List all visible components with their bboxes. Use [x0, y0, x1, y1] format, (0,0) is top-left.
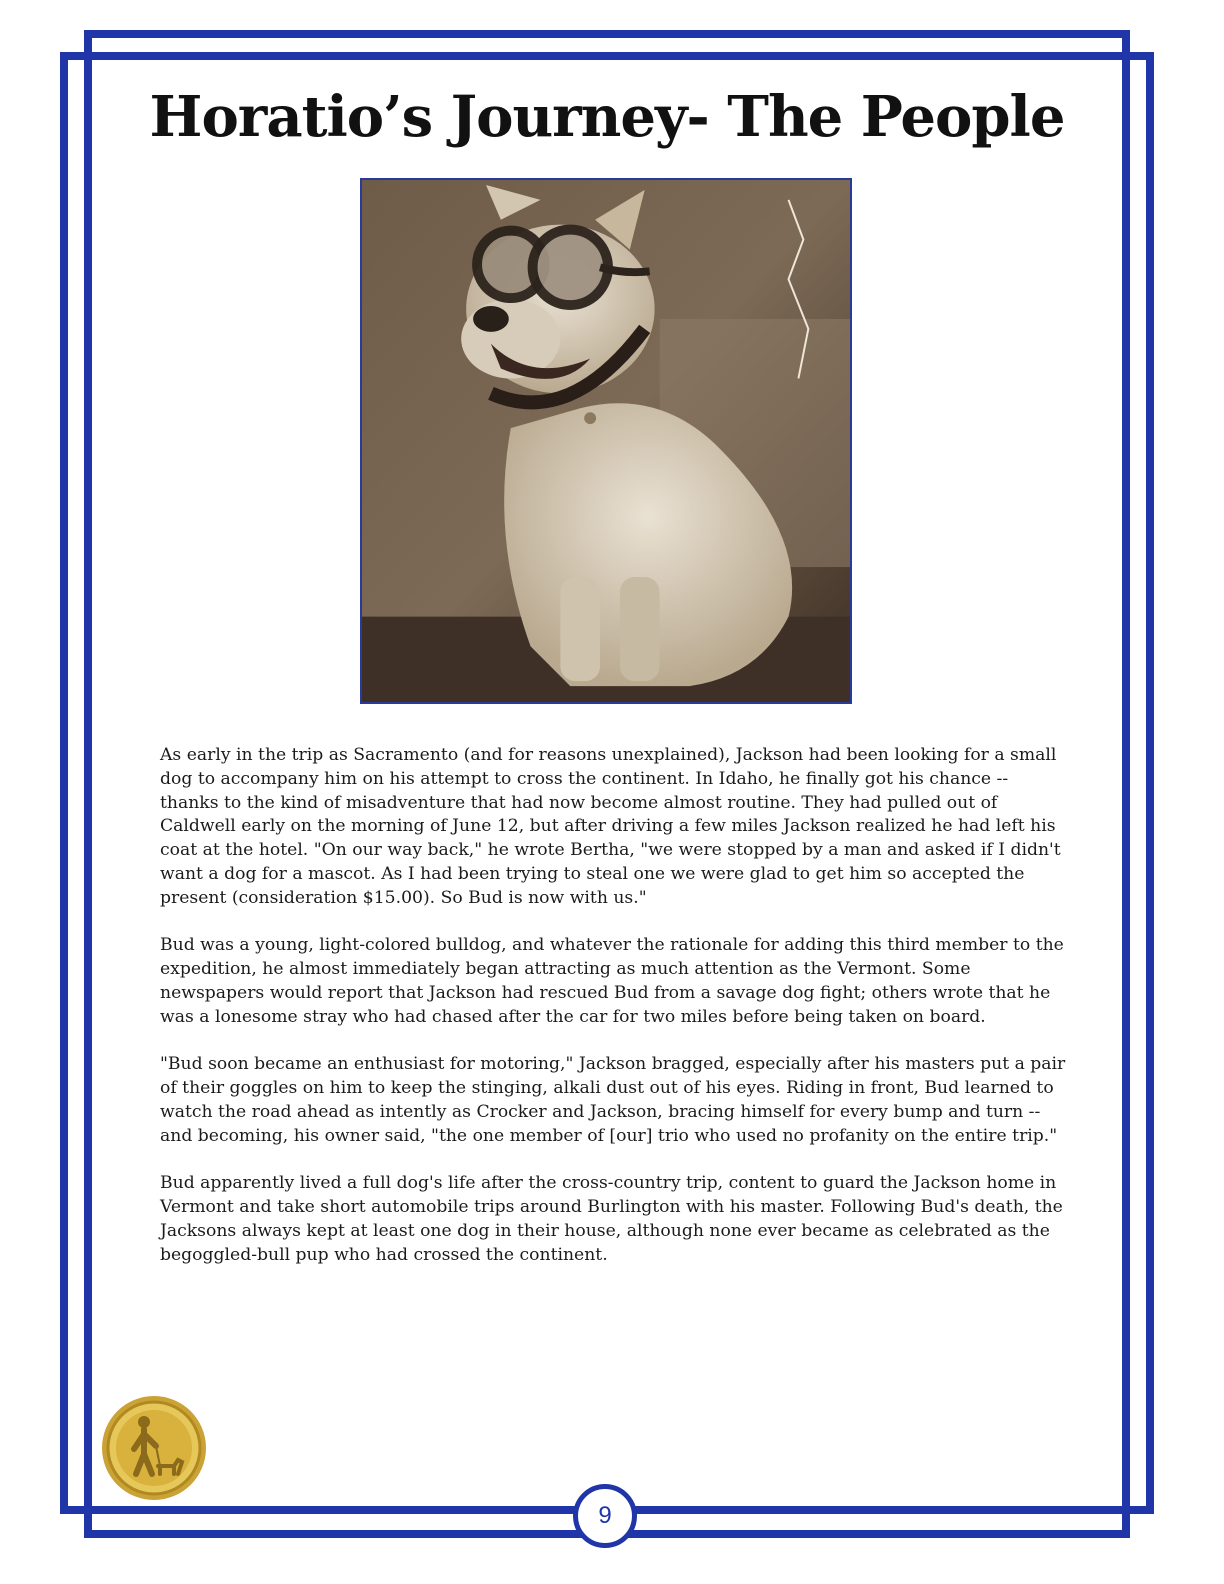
paragraph: Bud apparently lived a full dog's life after the cross-country trip, content to guard the Jackson home in Vermont and take short automobile trips around Burlington with his master. Following Bud's death, the Jacksons always kept at least one dog in their house, although none ever became as celebrated as the begoggled-bull pup who had crossed the continent. — [160, 1173, 1063, 1265]
gold-seal-logo — [100, 1394, 208, 1502]
paragraph: Bud was a young, light-colored bulldog, and whatever the rationale for adding this third member to the expedition, he almost immediately began attracting as much attention as the Vermont. Some newspapers would report that Jackson had rescued Bud from a savage dog fight; others wrote that he was a lonesome stray who had chased after the car for two miles before being taken on board. — [160, 935, 1064, 1027]
page-title: Horatio’s Journey- The People — [149, 84, 1065, 150]
page-number-badge — [573, 1484, 637, 1548]
article-body — [160, 744, 1070, 1291]
paragraph: "Bud soon became an enthusiast for motoring," Jackson bragged, especially after his masters put a pair of their goggles on him to keep the stinging, alkali dust out of his eyes. Riding in front, Bud learned to watch the road ahead as intently as Crocker and Jackson, bracing himself for every bump and turn -- and becoming, his owner said, "the one member of [our] trio who used no profanity on the entire trip." — [160, 1054, 1066, 1146]
paragraph: As early in the trip as Sacramento (and for reasons unexplained), Jackson had been looking for a small dog to accompany him on his attempt to cross the continent. In Idaho, he finally got his chance -- thanks to the kind of misadventure that had now become almost routine. They had pulled out of Caldwell early on the morning of June 12, but after driving a few miles Jackson realized he had left his coat at the hotel. "On our way back," he wrote Bertha, "we were stopped by a man and asked if I didn't want a dog for a mascot. As I had been trying to steal one we were glad to get him so accepted the present (consideration $15.00). So Bud is now with us." — [160, 745, 1061, 908]
page-number: 9 — [598, 1502, 612, 1529]
bulldog-photo — [360, 178, 852, 704]
